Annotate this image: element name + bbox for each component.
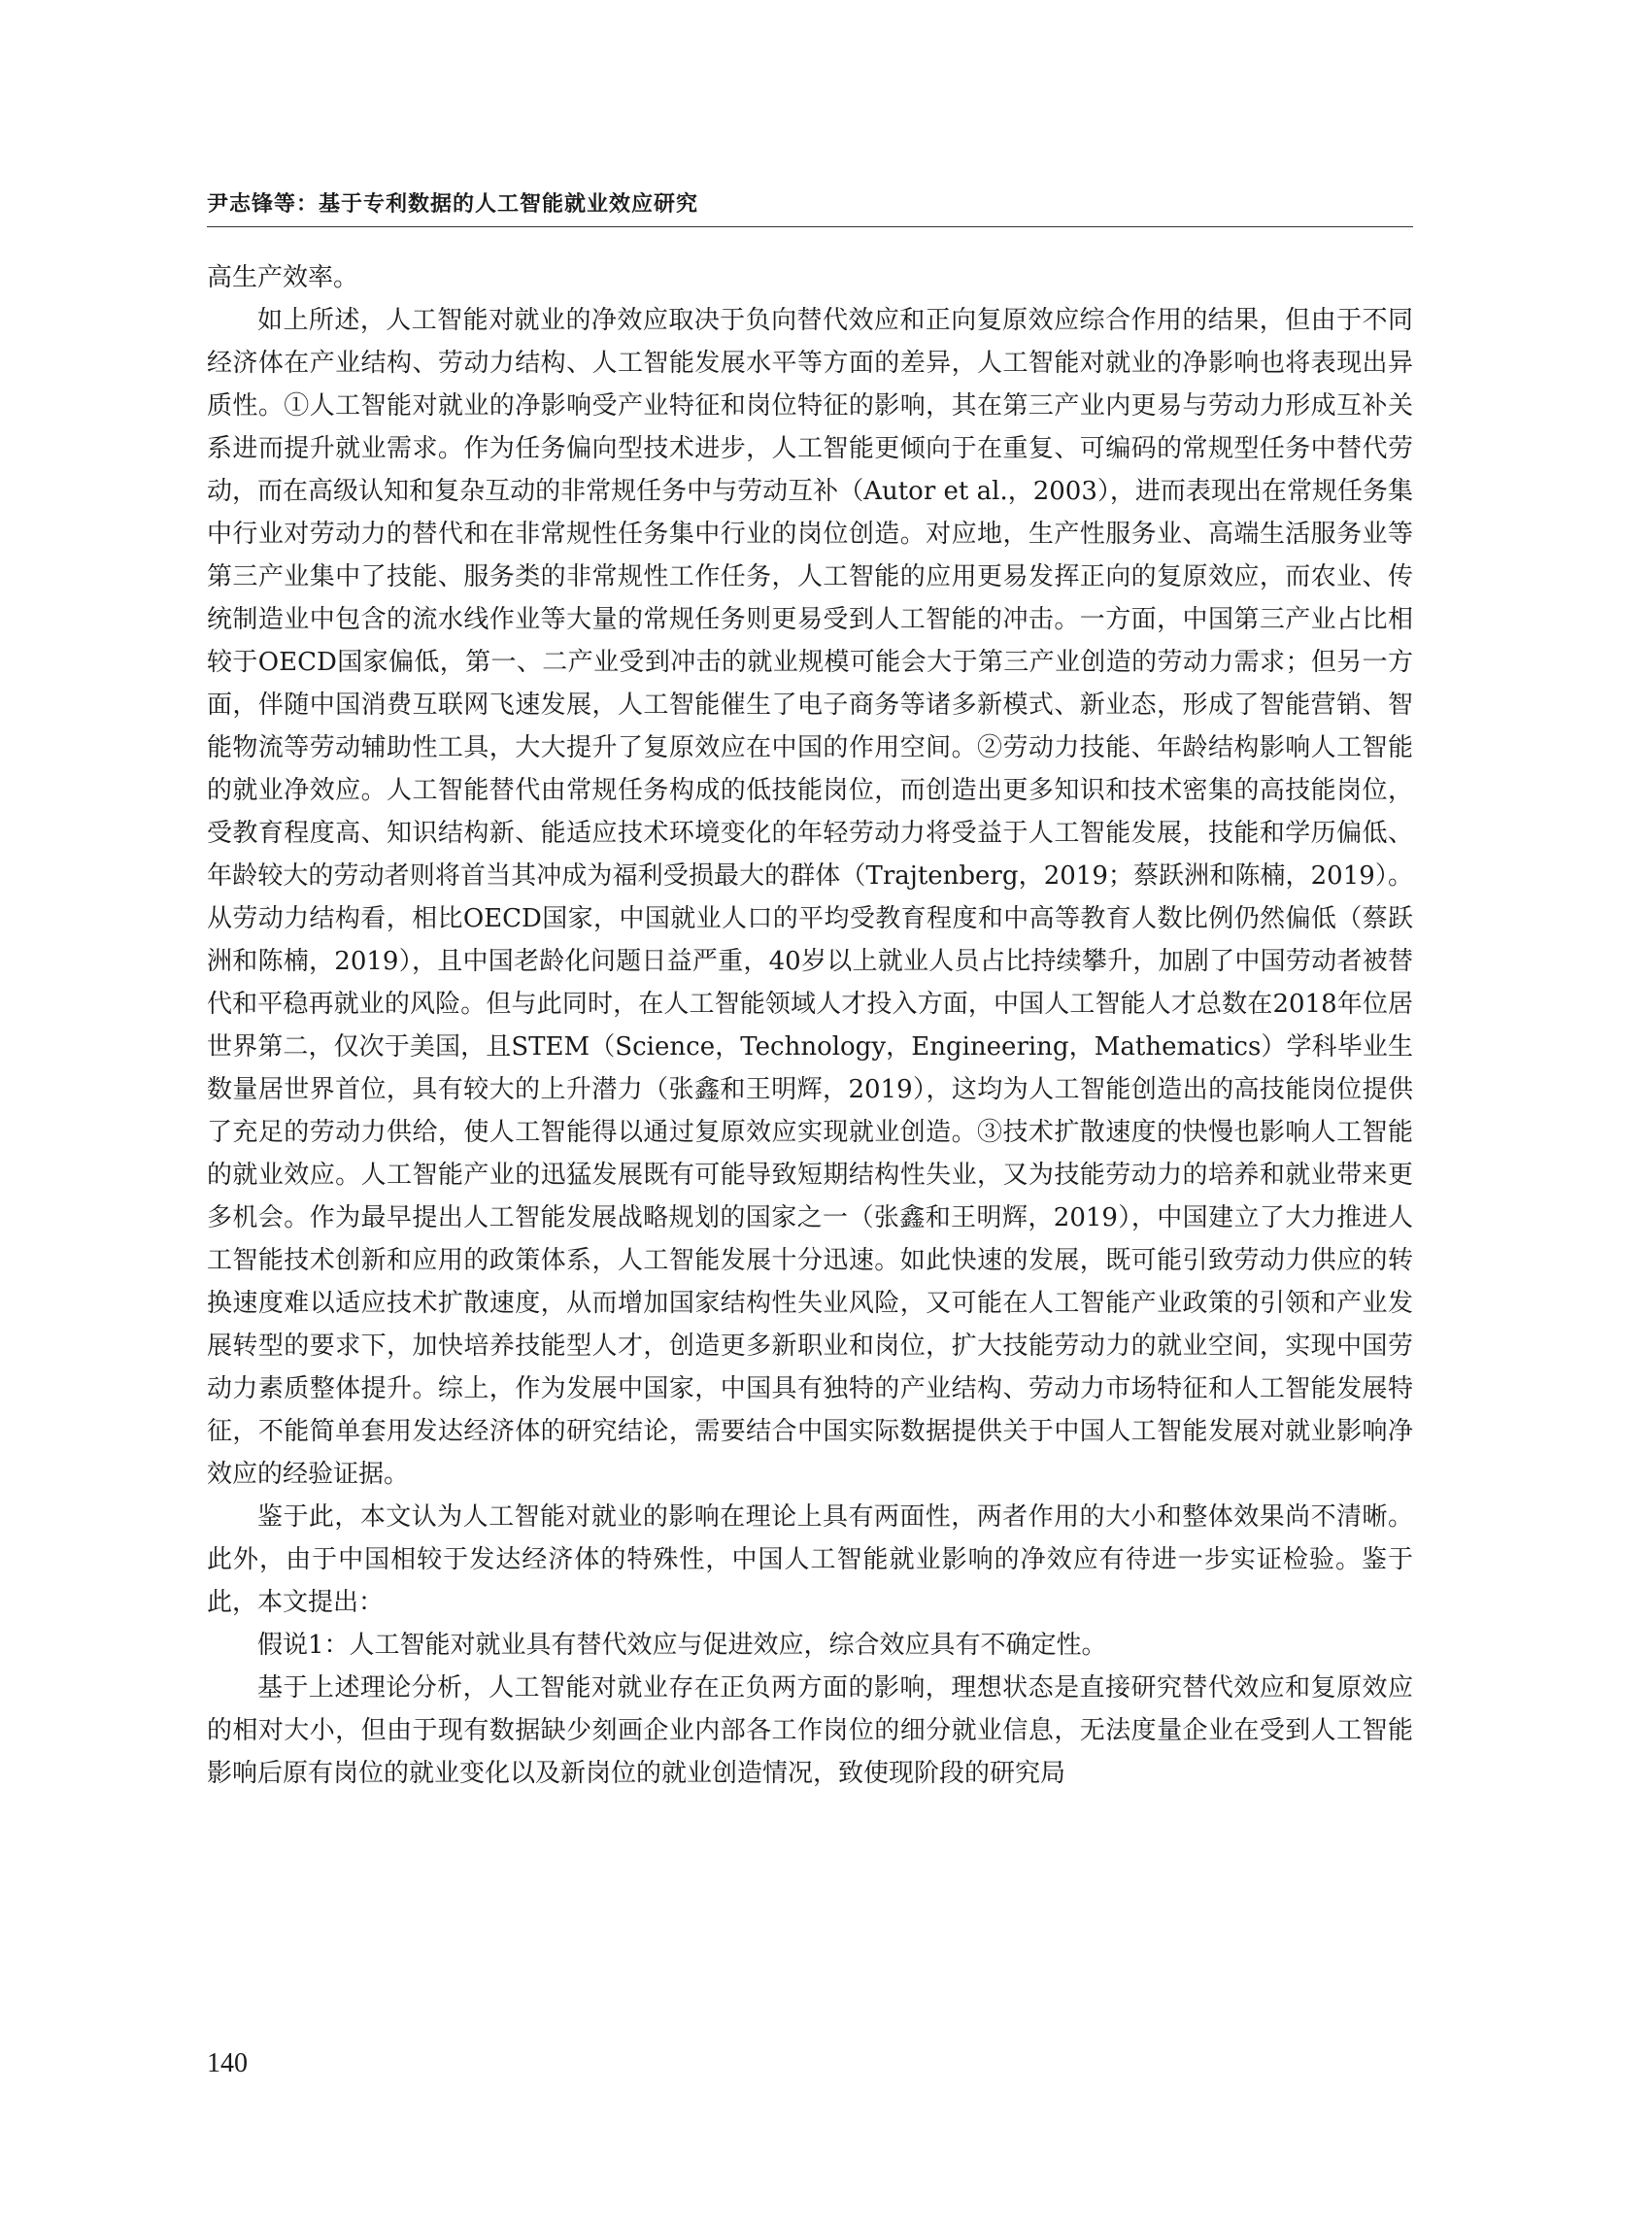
paragraph-net-effect-analysis: 如上所述，人工智能对就业的净效应取决于负向替代效应和正向复原效应综合作用的结果，但由于不同经济体在产业结构、劳动力结构、人工智能发展水平等方面的差异，人工智能对就业的净影响也将表现出异质性。①人工智能对就业的净影响受产业特征和岗位特征的影响，其在第三产业内更易与劳动力形成互补关系进而提升就业需求。作为任务偏向型技术进步，人工智能更倾向于在重复、可编码的常规型任务中替代劳动，而在高级认知和复杂互动的非常规任务中与劳动互补（Autor et al.，2003），进而表现出在常规任务集中行业对劳动力的替代和在非常规性任务集中行业的岗位创造。对应地，生产性服务业、高端生活服务业等第三产业集中了技能、服务类的非常规性工作任务，人工智能的应用更易发挥正向的复原效应，而农业、传统制造业中包含的流水线作业等大量的常规任务则更易受到人工智能的冲击。一方面，中国第三产业占比相较于OECD国家偏低，第一、二产业受到冲击的就业规模可能会大于第三产业创造的劳动力需求；但另一方面，伴随中国消费互联网飞速发展，人工智能催生了电子商务等诸多新模式、新业态，形成了智能营销、智能物流等劳动辅助性工具，大大提升了复原效应在中国的作用空间。②劳动力技能、年龄结构影响人工智能的就业净效应。人工智能替代由常规任务构成的低技能岗位，而创造出更多知识和技术密集的高技能岗位，受教育程度高、知识结构新、能适应技术环境变化的年轻劳动力将受益于人工智能发展，技能和学历偏低、年龄较大的劳动者则将首当其冲成为福利受损最大的群体（Trajtenberg，2019；蔡跃洲和陈楠，2019）。从劳动力结构看，相比OECD国家，中国就业人口的平均受教育程度和中高等教育人数比例仍然偏低（蔡跃洲和陈楠，2019），且中国老龄化问题日益严重，40岁以上就业人员占比持续攀升，加剧了中国劳动者被替代和平稳再就业的风险。但与此同时，在人工智能领域人才投入方面，中国人工智能人才总数在2018年位居世界第二，仅次于美国，且STEM（Science，Technology，Engineering，Mathematics）学科毕业生数量居世界首位，具有较大的上升潜力（张鑫和王明辉，2019），这均为人工智能创造出的高技能岗位提供了充足的劳动力供给，使人工智能得以通过复原效应实现就业创造。③技术扩散速度的快慢也影响人工智能的就业效应。人工智能产业的迅猛发展既有可能导致短期结构性失业，又为技能劳动力的培养和就业带来更多机会。作为最早提出人工智能发展战略规划的国家之一（张鑫和王明辉，2019），中国建立了大力推进人工智能技术创新和应用的政策体系，人工智能发展十分迅速。如此快速的发展，既可能引致劳动力供应的转换速度难以适应技术扩散速度，从而增加国家结构性失业风险，又可能在人工智能产业政策的引领和产业发展转型的要求下，加快培养技能型人才，创造更多新职业和岗位，扩大技能劳动力的就业空间，实现中国劳动力素质整体提升。综上，作为发展中国家，中国具有独特的产业结构、劳动力市场特征和人工智能发展特征，不能简单套用发达经济体的研究结论，需要结合中国实际数据提供关于中国人工智能发展对就业影响净效应的经验证据。 <box>207 306 1413 1489</box>
paragraph-continuation: 高生产效率。 <box>207 263 359 292</box>
header-rule <box>207 226 1413 227</box>
body-text <box>207 256 1413 1795</box>
paragraph-theory-continuation: 基于上述理论分析，人工智能对就业存在正负两方面的影响，理想状态是直接研究替代效应和复原效应的相对大小，但由于现有数据缺少刻画企业内部各工作岗位的细分就业信息，无法度量企业在受到人工智能影响后原有岗位的就业变化以及新岗位的就业创造情况，致使现阶段的研究局 <box>207 1673 1413 1788</box>
page-number: 140 <box>207 2048 248 2078</box>
paragraph-hypothesis-lead: 鉴于此，本文认为人工智能对就业的影响在理论上具有两面性，两者作用的大小和整体效果尚不清晰。此外，由于中国相较于发达经济体的特殊性，中国人工智能就业影响的净效应有待进一步实证检验。鉴于此，本文提出： <box>207 1502 1413 1617</box>
running-header: 尹志锋等：基于专利数据的人工智能就业效应研究 <box>207 192 699 217</box>
paragraph-hypothesis-1: 假说1：人工智能对就业具有替代效应与促进效应，综合效应具有不确定性。 <box>257 1631 1107 1660</box>
